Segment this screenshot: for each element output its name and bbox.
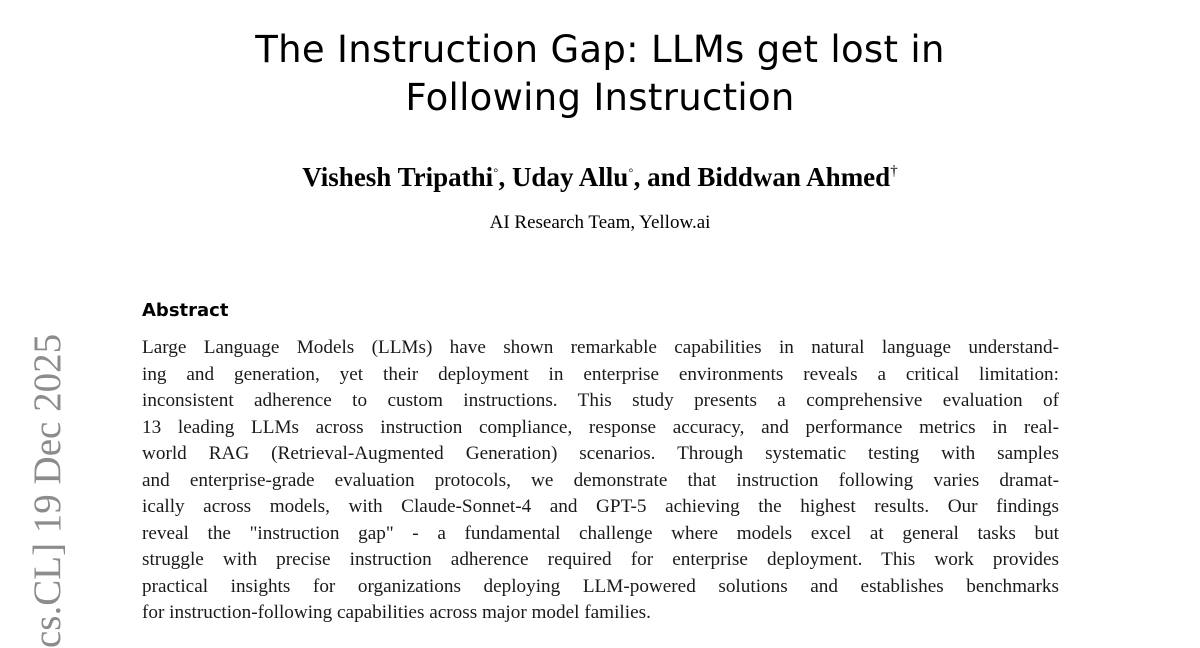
author-name: Vishesh Tripathi	[302, 162, 494, 192]
abstract-heading: Abstract	[142, 300, 229, 321]
author-list	[0, 162, 1200, 193]
paper-title	[0, 26, 1200, 122]
abstract-line: 13 leading LLMs across instruction compliance, response accuracy, and performance metrics in real-	[142, 416, 1059, 438]
affiliation: AI Research Team, Yellow.ai	[489, 212, 711, 233]
abstract-line: Large Language Models (LLMs) have shown remarkable capabilities in natural language understand-	[142, 337, 1059, 358]
abstract-line: ing and generation, yet their deployment in enterprise environments reveals a critical limitation:	[142, 363, 1059, 385]
arxiv-side-stamp: cs.CL] 19 Dec 2025	[26, 333, 69, 648]
abstract-body	[142, 335, 1059, 627]
abstract-line: and enterprise-grade evaluation protocols, we demonstrate that instruction following varies dramat-	[142, 469, 1059, 491]
abstract-line: ically across models, with Claude-Sonnet-4 and GPT-5 achieving the highest results. Our findings	[142, 496, 1059, 517]
author-affiliation-mark: ◦	[493, 163, 499, 179]
author-separator: , and	[633, 162, 698, 192]
abstract-line: for instruction-following capabilities across major model families.	[142, 602, 651, 623]
abstract-line: practical insights for organizations deploying LLM-powered solutions and establishes benchmarks	[142, 575, 1059, 597]
abstract-line: inconsistent adherence to custom instructions. This study presents a comprehensive evaluation of	[142, 390, 1059, 411]
author-name: Uday Allu	[511, 162, 629, 192]
paper-title-line-2: Following Instruction	[405, 76, 795, 119]
abstract-line: reveal the "instruction gap" - a fundamental challenge where models excel at general tasks but	[142, 522, 1059, 544]
author-affiliation-mark: †	[890, 163, 898, 179]
abstract-line: struggle with precise instruction adherence required for enterprise deployment. This work provides	[142, 549, 1059, 570]
author-affiliation-mark: ◦	[628, 163, 634, 179]
abstract-line: world RAG (Retrieval-Augmented Generation) scenarios. Through systematic testing with samples	[142, 443, 1059, 464]
author-separator: ,	[498, 162, 512, 192]
author-name: Biddwan Ahmed	[697, 162, 891, 192]
paper-title-line-1: The Instruction Gap: LLMs get lost in	[255, 28, 945, 71]
